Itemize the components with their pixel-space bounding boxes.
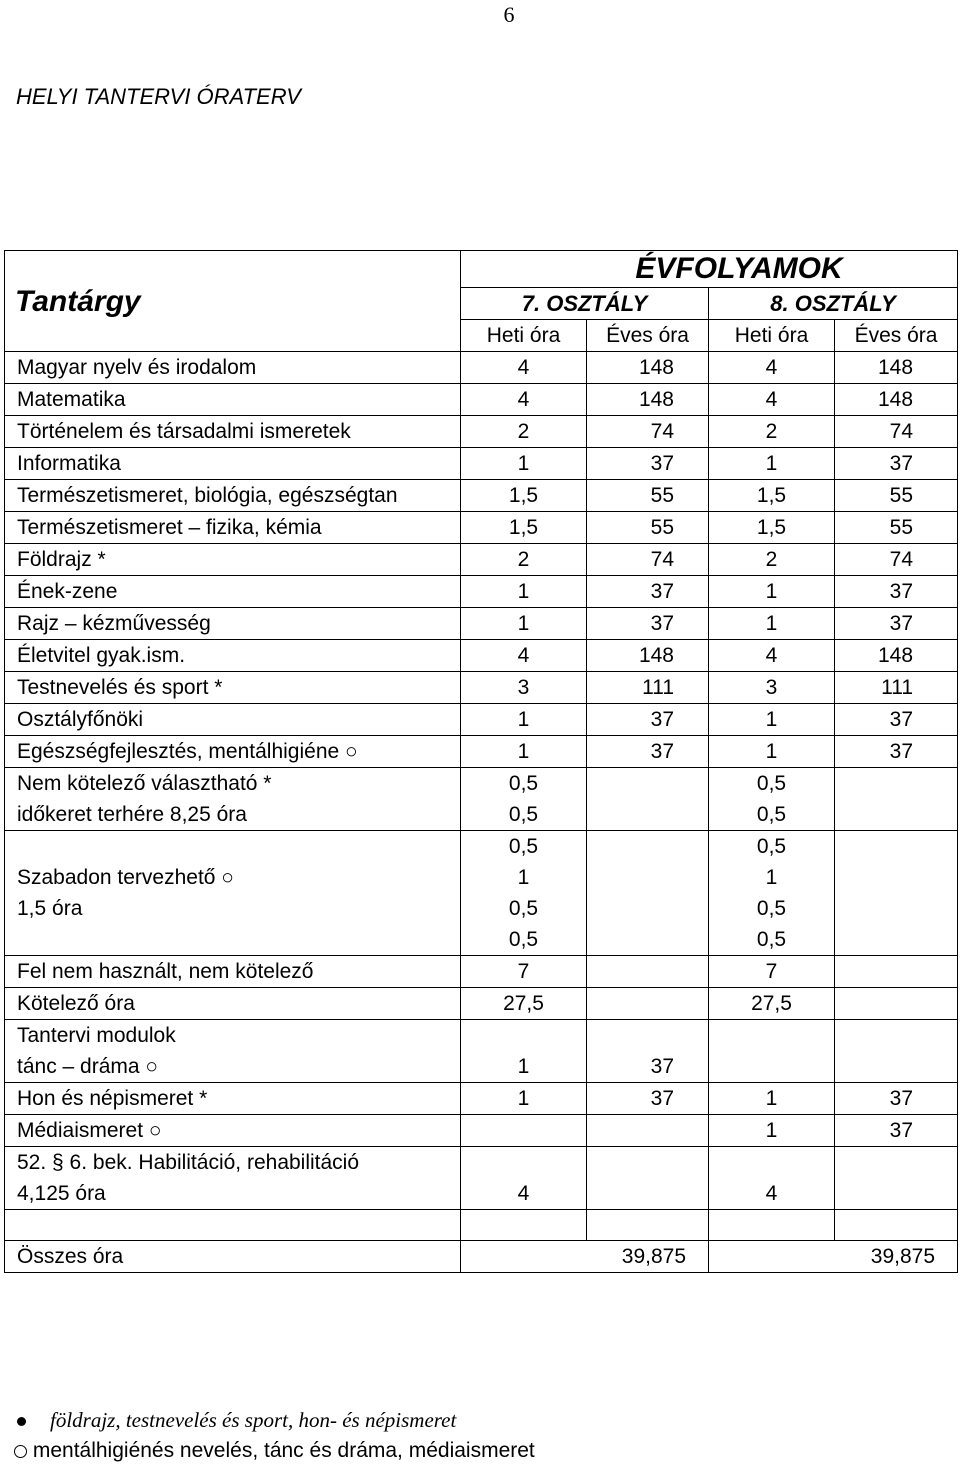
yearly-7-cell: 111 xyxy=(587,672,709,704)
total-label-cell: Összes óra xyxy=(5,1241,461,1273)
value-line: 1 xyxy=(517,866,530,889)
weekly-8-cell: 1 xyxy=(709,736,835,768)
table-row xyxy=(5,672,958,704)
table-row-modules xyxy=(5,1020,958,1083)
value-line: 0,5 xyxy=(756,897,787,920)
table-row xyxy=(5,448,958,480)
weekly-8-cell: 1 xyxy=(709,1115,835,1147)
weekly-7-cell: 4 xyxy=(461,384,587,416)
label-line: tánc – dráma ○ xyxy=(17,1055,159,1078)
yearly-8-cell: 37 xyxy=(835,1083,958,1115)
subject-cell xyxy=(5,768,461,831)
weekly-7-cell xyxy=(461,1020,587,1083)
yearly-7-cell xyxy=(587,1210,709,1241)
grades-header: ÉVFOLYAMOK xyxy=(461,251,958,288)
weekly-7-cell xyxy=(461,1115,587,1147)
weekly-8-cell xyxy=(709,1147,835,1210)
label-line: Tantervi modulok xyxy=(17,1024,176,1047)
yearly-8-cell xyxy=(835,831,958,956)
weekly-7-cell: 1 xyxy=(461,576,587,608)
class7-header: 7. OSZTÁLY xyxy=(461,288,709,320)
label-line: Szabadon tervezhető ○ xyxy=(17,866,234,889)
weekly-7-cell: 2 xyxy=(461,416,587,448)
value-line: 0,5 xyxy=(508,928,539,951)
yearly-7-cell xyxy=(587,831,709,956)
label-line: 4,125 óra xyxy=(17,1182,106,1205)
label-line: 52. § 6. bek. Habilitáció, rehabilitáció xyxy=(17,1151,360,1174)
weekly-7-cell: 27,5 xyxy=(461,988,587,1020)
subject-cell: Magyar nyelv és irodalom xyxy=(5,352,461,384)
subject-cell: Informatika xyxy=(5,448,461,480)
weekly-7-cell: 3 xyxy=(461,672,587,704)
value-line: 37 xyxy=(650,1055,674,1078)
table-row xyxy=(5,704,958,736)
yearly-7-cell: 37 xyxy=(587,448,709,480)
table-row-folk xyxy=(5,1083,958,1115)
weekly-8-cell: 4 xyxy=(709,640,835,672)
weekly-8-cell xyxy=(709,1020,835,1083)
yearly-8-cell: 37 xyxy=(835,608,958,640)
weekly-7-cell: 1,5 xyxy=(461,512,587,544)
page-number: 6 xyxy=(503,2,515,27)
weekly-8-cell xyxy=(709,768,835,831)
yearly-7-cell: 37 xyxy=(587,736,709,768)
subject-cell: Médiaismeret ○ xyxy=(5,1115,461,1147)
yearly-7-cell: 37 xyxy=(587,608,709,640)
value-line: 0,5 xyxy=(508,772,539,795)
yearly-7-cell xyxy=(587,1147,709,1210)
footnote-asterisk xyxy=(14,1405,535,1436)
table-row xyxy=(5,512,958,544)
subject-cell: Matematika xyxy=(5,384,461,416)
yearly-7-cell xyxy=(587,768,709,831)
subject-cell: Osztályfőnöki xyxy=(5,704,461,736)
class8-header: 8. OSZTÁLY xyxy=(709,288,958,320)
curriculum-table xyxy=(4,250,958,1273)
label-line: 1,5 óra xyxy=(17,897,83,920)
weekly-7-cell xyxy=(461,768,587,831)
footnote-1-text: földrajz, testnevelés és sport, hon- és népismeret xyxy=(50,1408,457,1432)
yearly-8-cell xyxy=(835,988,958,1020)
yearly-8-cell: 74 xyxy=(835,416,958,448)
weekly-7-cell: 7 xyxy=(461,956,587,988)
yearly-7-cell: 148 xyxy=(587,352,709,384)
table-row-total xyxy=(5,1241,958,1273)
document-title: HELYI TANTERVI ÓRATERV xyxy=(16,84,301,109)
weekly-8-cell: 1 xyxy=(709,608,835,640)
table-row xyxy=(5,608,958,640)
weekly-8-cell: 1,5 xyxy=(709,480,835,512)
table-row xyxy=(5,352,958,384)
yearly-8-cell: 148 xyxy=(835,640,958,672)
yearly-8-cell: 111 xyxy=(835,672,958,704)
value-line: 0,5 xyxy=(508,897,539,920)
value-line: 1 xyxy=(765,866,778,889)
subject-cell xyxy=(5,1020,461,1083)
table-row-unused xyxy=(5,956,958,988)
label-line: időkeret terhére 8,25 óra xyxy=(17,803,247,826)
total-8-cell: 39,875 xyxy=(709,1241,958,1273)
table-row xyxy=(5,416,958,448)
value-line: 0,5 xyxy=(756,803,787,826)
value-line: 4 xyxy=(765,1182,778,1205)
weekly-7-cell: 1 xyxy=(461,608,587,640)
weekly-header-8: Heti óra xyxy=(709,320,835,352)
table-row-habilitation xyxy=(5,1147,958,1210)
footnote-circle xyxy=(14,1436,535,1466)
yearly-8-cell: 37 xyxy=(835,704,958,736)
weekly-7-cell: 1 xyxy=(461,448,587,480)
yearly-8-cell xyxy=(835,956,958,988)
yearly-header-7: Éves óra xyxy=(587,320,709,352)
subject-cell: Természetismeret – fizika, kémia xyxy=(5,512,461,544)
yearly-8-cell: 37 xyxy=(835,1115,958,1147)
yearly-8-cell: 37 xyxy=(835,448,958,480)
value-line: 0,5 xyxy=(756,772,787,795)
yearly-8-cell xyxy=(835,768,958,831)
yearly-7-cell xyxy=(587,1020,709,1083)
weekly-7-cell: 4 xyxy=(461,640,587,672)
value-line: 1 xyxy=(517,1055,530,1078)
subject-cell: Ének-zene xyxy=(5,576,461,608)
yearly-8-cell: 55 xyxy=(835,512,958,544)
weekly-8-cell: 1,5 xyxy=(709,512,835,544)
yearly-7-cell xyxy=(587,1115,709,1147)
table-row xyxy=(5,544,958,576)
table-row-elective xyxy=(5,768,958,831)
yearly-7-cell xyxy=(587,956,709,988)
yearly-8-cell: 74 xyxy=(835,544,958,576)
footnote-2-text: mentálhigiénés nevelés, tánc és dráma, médiaismeret xyxy=(32,1439,535,1462)
yearly-7-cell: 55 xyxy=(587,512,709,544)
weekly-8-cell: 7 xyxy=(709,956,835,988)
yearly-8-cell xyxy=(835,1147,958,1210)
weekly-7-cell xyxy=(461,1210,587,1241)
weekly-8-cell: 4 xyxy=(709,384,835,416)
subject-cell: Kötelező óra xyxy=(5,988,461,1020)
weekly-7-cell xyxy=(461,1147,587,1210)
weekly-8-cell: 1 xyxy=(709,704,835,736)
weekly-8-cell: 2 xyxy=(709,544,835,576)
yearly-8-cell: 55 xyxy=(835,480,958,512)
table-row-mandatory xyxy=(5,988,958,1020)
circle-icon xyxy=(14,1445,27,1458)
total-7-cell: 39,875 xyxy=(461,1241,709,1273)
weekly-7-cell: 4 xyxy=(461,352,587,384)
weekly-7-cell: 2 xyxy=(461,544,587,576)
weekly-7-cell: 1 xyxy=(461,1083,587,1115)
subject-cell xyxy=(5,831,461,956)
weekly-7-cell: 1 xyxy=(461,736,587,768)
weekly-header-7: Heti óra xyxy=(461,320,587,352)
yearly-header-8: Éves óra xyxy=(835,320,958,352)
yearly-7-cell: 37 xyxy=(587,1083,709,1115)
table-row xyxy=(5,736,958,768)
yearly-8-cell: 148 xyxy=(835,384,958,416)
subject-cell xyxy=(5,1147,461,1210)
subject-header: Tantárgy xyxy=(5,251,461,352)
yearly-7-cell: 74 xyxy=(587,544,709,576)
yearly-7-cell: 37 xyxy=(587,576,709,608)
yearly-7-cell: 74 xyxy=(587,416,709,448)
weekly-8-cell: 1 xyxy=(709,576,835,608)
weekly-8-cell: 1 xyxy=(709,448,835,480)
subject-cell: Földrajz * xyxy=(5,544,461,576)
subject-cell xyxy=(5,1210,461,1241)
yearly-8-cell xyxy=(835,1020,958,1083)
value-line: 0,5 xyxy=(508,835,539,858)
subject-cell: Testnevelés és sport * xyxy=(5,672,461,704)
table-row xyxy=(5,384,958,416)
yearly-7-cell: 148 xyxy=(587,384,709,416)
weekly-8-cell: 2 xyxy=(709,416,835,448)
subject-cell: Egészségfejlesztés, mentálhigiéne ○ xyxy=(5,736,461,768)
weekly-8-cell xyxy=(709,831,835,956)
weekly-7-cell: 1 xyxy=(461,704,587,736)
subject-cell: Természetismeret, biológia, egészségtan xyxy=(5,480,461,512)
table-row xyxy=(5,640,958,672)
footnotes xyxy=(14,1405,535,1466)
weekly-8-cell: 1 xyxy=(709,1083,835,1115)
bullet-dot-icon xyxy=(17,1417,26,1426)
table-row-media xyxy=(5,1115,958,1147)
weekly-8-cell: 27,5 xyxy=(709,988,835,1020)
table-row-spacer xyxy=(5,1210,958,1241)
value-line: 0,5 xyxy=(508,803,539,826)
weekly-8-cell: 4 xyxy=(709,352,835,384)
weekly-8-cell xyxy=(709,1210,835,1241)
subject-cell: Történelem és társadalmi ismeretek xyxy=(5,416,461,448)
weekly-8-cell: 3 xyxy=(709,672,835,704)
subject-cell: Fel nem használt, nem kötelező xyxy=(5,956,461,988)
subject-cell: Hon és népismeret * xyxy=(5,1083,461,1115)
yearly-7-cell: 37 xyxy=(587,704,709,736)
weekly-7-cell xyxy=(461,831,587,956)
yearly-7-cell: 148 xyxy=(587,640,709,672)
yearly-7-cell xyxy=(587,988,709,1020)
table-row-free xyxy=(5,831,958,956)
header-row-grades xyxy=(5,251,958,288)
subject-cell: Rajz – kézművesség xyxy=(5,608,461,640)
yearly-8-cell: 148 xyxy=(835,352,958,384)
table-row xyxy=(5,480,958,512)
value-line: 0,5 xyxy=(756,835,787,858)
yearly-7-cell: 55 xyxy=(587,480,709,512)
yearly-8-cell: 37 xyxy=(835,576,958,608)
subject-cell: Életvitel gyak.ism. xyxy=(5,640,461,672)
value-line: 0,5 xyxy=(756,928,787,951)
table-row xyxy=(5,576,958,608)
label-line: Nem kötelező választható * xyxy=(17,772,272,795)
value-line: 4 xyxy=(517,1182,530,1205)
yearly-8-cell: 37 xyxy=(835,736,958,768)
yearly-8-cell xyxy=(835,1210,958,1241)
weekly-7-cell: 1,5 xyxy=(461,480,587,512)
